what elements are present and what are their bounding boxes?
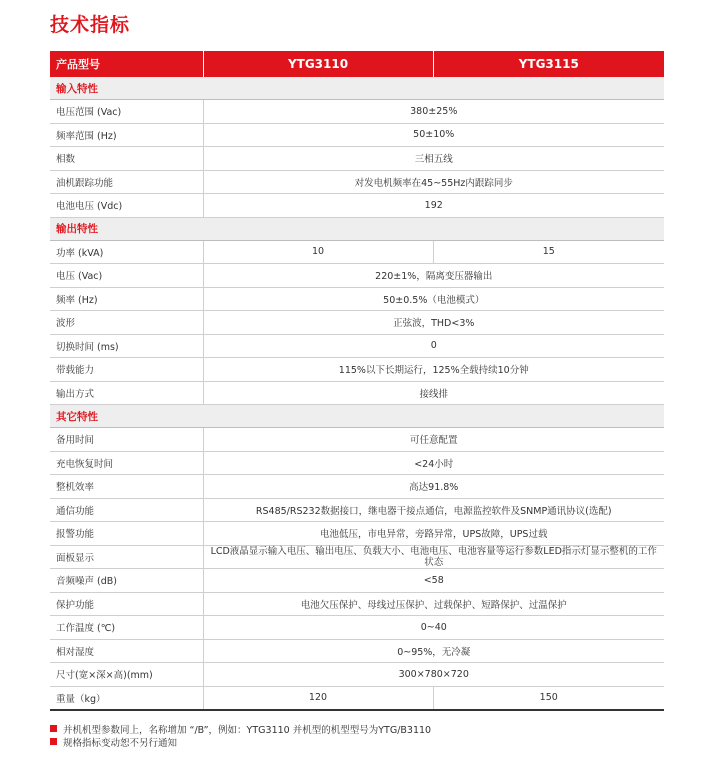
row-label: 电池电压 (Vdc) [50, 194, 203, 218]
table-row [50, 545, 664, 569]
page-title: 技术指标 [50, 14, 131, 36]
row-label: 切换时间 (ms) [50, 334, 203, 358]
row-label: 电压 (Vac) [50, 264, 203, 288]
row-value: 115%以下长期运行，125%全载持续10分钟 [203, 358, 664, 382]
spec-table [50, 51, 664, 711]
row-value-model-1: 120 [203, 686, 433, 710]
footnote [50, 735, 431, 748]
row-value: 50±10% [203, 123, 664, 147]
table-row [50, 616, 664, 640]
table-row [50, 358, 664, 382]
row-label: 报警功能 [50, 522, 203, 546]
row-label: 音频噪声 (dB) [50, 569, 203, 593]
section-header-other [50, 405, 664, 428]
table-row [50, 100, 664, 124]
table-row [50, 334, 664, 358]
row-label: 通信功能 [50, 498, 203, 522]
row-value-model-1: 10 [203, 240, 433, 264]
bullet-square-icon [50, 738, 57, 745]
row-value: RS485/RS232数据接口，继电器干接点通信，电源监控软件及SNMP通讯协议(选配) [203, 498, 664, 522]
row-label: 频率范围 (Hz) [50, 123, 203, 147]
row-value: 192 [203, 194, 664, 218]
row-value: 可任意配置 [203, 428, 664, 452]
table-row [50, 311, 664, 335]
row-value: 三相五线 [203, 147, 664, 171]
bullet-square-icon [50, 725, 57, 732]
row-value: 对发电机频率在45~55Hz内跟踪同步 [203, 170, 664, 194]
row-label: 尺寸(宽×深×高)(mm) [50, 663, 203, 687]
table-row [50, 451, 664, 475]
table-row [50, 639, 664, 663]
row-label: 相对湿度 [50, 639, 203, 663]
row-value: 300×780×720 [203, 663, 664, 687]
table-row [50, 194, 664, 218]
table-row [50, 498, 664, 522]
row-value: 50±0.5%（电池模式） [203, 287, 664, 311]
header-model-2: YTG3115 [433, 51, 664, 77]
table-row [50, 264, 664, 288]
table-row [50, 381, 664, 405]
table-row-weight [50, 686, 664, 710]
row-label: 频率 (Hz) [50, 287, 203, 311]
row-value: 正弦波，THD<3% [203, 311, 664, 335]
row-value: 0~40 [203, 616, 664, 640]
header-label: 产品型号 [50, 51, 203, 77]
section-title: 其它特性 [50, 405, 664, 428]
row-value: 0~95%，无冷凝 [203, 639, 664, 663]
row-value: <58 [203, 569, 664, 593]
table-row [50, 522, 664, 546]
row-value: 0 [203, 334, 664, 358]
row-value: 220±1%，隔离变压器输出 [203, 264, 664, 288]
table-row [50, 663, 664, 687]
row-label: 重量（kg） [50, 686, 203, 710]
row-label: 带载能力 [50, 358, 203, 382]
row-label: 电压范围 (Vac) [50, 100, 203, 124]
section-title: 输出特性 [50, 217, 664, 240]
row-label: 输出方式 [50, 381, 203, 405]
section-header-output [50, 217, 664, 240]
row-label: 工作温度 (℃) [50, 616, 203, 640]
table-row [50, 592, 664, 616]
footnote-text: 规格指标变动恕不另行通知 [63, 737, 178, 749]
table-row [50, 287, 664, 311]
row-value: 380±25% [203, 100, 664, 124]
row-label: 备用时间 [50, 428, 203, 452]
footnotes [50, 722, 431, 748]
table-row [50, 147, 664, 171]
row-label: 整机效率 [50, 475, 203, 499]
row-label: 油机跟踪功能 [50, 170, 203, 194]
table-row [50, 428, 664, 452]
header-model-1: YTG3110 [203, 51, 433, 77]
row-label: 波形 [50, 311, 203, 335]
table-row [50, 170, 664, 194]
row-value-model-2: 150 [433, 686, 664, 710]
row-value: 高达91.8% [203, 475, 664, 499]
section-header-input [50, 77, 664, 100]
section-title: 输入特性 [50, 77, 664, 100]
row-value: 电池欠压保护、母线过压保护、过载保护、短路保护、过温保护 [203, 592, 664, 616]
row-label: 面板显示 [50, 545, 203, 569]
row-value: <24小时 [203, 451, 664, 475]
table-row [50, 123, 664, 147]
row-label: 充电恢复时间 [50, 451, 203, 475]
row-value-model-2: 15 [433, 240, 664, 264]
row-value: LCD液晶显示输入电压、输出电压、负载大小、电池电压、电池容量等运行参数LED指示灯显示整机的工作状态 [203, 545, 664, 569]
row-value: 电池低压，市电异常，旁路异常，UPS故障，UPS过载 [203, 522, 664, 546]
table-row [50, 475, 664, 499]
footnote [50, 722, 431, 735]
table-header-row [50, 51, 664, 77]
row-label: 保护功能 [50, 592, 203, 616]
row-value: 接线排 [203, 381, 664, 405]
table-row [50, 569, 664, 593]
table-row-power [50, 240, 664, 264]
row-label: 功率 (kVA) [50, 240, 203, 264]
row-label: 相数 [50, 147, 203, 171]
footnote-text: 并机机型参数同上，名称增加 “/B”，例如：YTG3110 并机型的机型型号为YTG/B3110 [63, 724, 432, 736]
